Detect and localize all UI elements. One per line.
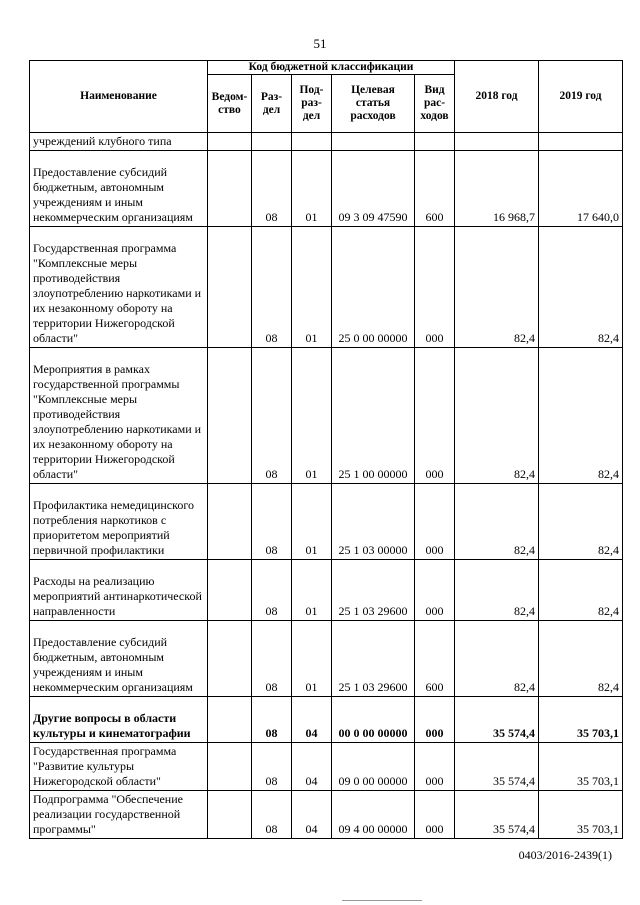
row-name-cell: учреждений клубного типа [30, 133, 208, 151]
row-celevaya-cell: 09 3 09 47590 [332, 151, 415, 227]
row-celevaya-cell: 25 0 00 00000 [332, 227, 415, 348]
row-name-cell: Другие вопросы в области культуры и кинематографии [30, 697, 208, 743]
row-podrazdel-cell: 01 [292, 348, 332, 484]
header-podrazdel: Под-раз-дел [292, 75, 332, 133]
header-classification-group: Код бюджетной классификации [208, 61, 455, 75]
row-vedomstvo-cell [208, 743, 252, 791]
row-2018-cell: 82,4 [455, 348, 539, 484]
row-name-cell: Государственная программа "Комплексные меры противодействия злоупотреблению наркотиками и их незаконному обороту на территории Нижегородской области" [30, 227, 208, 348]
row-2019-cell [539, 133, 623, 151]
row-vid-cell: 000 [415, 227, 455, 348]
row-razdel-cell: 08 [252, 484, 292, 560]
row-vid-cell: 000 [415, 743, 455, 791]
header-name: Наименование [30, 61, 208, 133]
document-code: 0403/2016-2439(1) [518, 848, 612, 862]
row-vedomstvo-cell [208, 791, 252, 839]
header-2019: 2019 год [539, 61, 623, 133]
row-vedomstvo-cell [208, 697, 252, 743]
row-celevaya-cell: 09 4 00 00000 [332, 791, 415, 839]
row-2019-cell: 82,4 [539, 621, 623, 697]
row-2018-cell: 82,4 [455, 227, 539, 348]
budget-table [29, 60, 623, 839]
header-vedomstvo: Ведом-ство [208, 75, 252, 133]
row-2019-cell: 82,4 [539, 227, 623, 348]
table-row [30, 621, 623, 697]
header-2018: 2018 год [455, 61, 539, 133]
row-podrazdel-cell: 01 [292, 227, 332, 348]
row-2019-cell: 35 703,1 [539, 791, 623, 839]
row-2019-cell: 82,4 [539, 560, 623, 621]
table-row [30, 348, 623, 484]
row-2018-cell: 82,4 [455, 621, 539, 697]
row-2019-cell: 35 703,1 [539, 743, 623, 791]
row-2018-cell: 82,4 [455, 484, 539, 560]
table-row [30, 697, 623, 743]
row-celevaya-cell: 25 1 03 29600 [332, 621, 415, 697]
row-name-cell: Профилактика немедицинского потребления наркотиков с приоритетом мероприятий первичной профилактики [30, 484, 208, 560]
row-razdel-cell: 08 [252, 348, 292, 484]
row-name-cell: Предоставление субсидий бюджетным, автономным учреждениям и иным некоммерческим организациям [30, 621, 208, 697]
row-vedomstvo-cell [208, 621, 252, 697]
row-razdel-cell: 08 [252, 743, 292, 791]
row-name-cell: Предоставление субсидий бюджетным, автономным учреждениям и иным некоммерческим организациям [30, 151, 208, 227]
row-podrazdel-cell: 01 [292, 151, 332, 227]
row-vedomstvo-cell [208, 133, 252, 151]
row-vid-cell: 000 [415, 697, 455, 743]
row-vedomstvo-cell [208, 484, 252, 560]
row-vid-cell: 600 [415, 151, 455, 227]
table-row [30, 560, 623, 621]
row-celevaya-cell: 00 0 00 00000 [332, 697, 415, 743]
row-podrazdel-cell: 01 [292, 621, 332, 697]
row-vid-cell: 000 [415, 348, 455, 484]
row-podrazdel-cell: 04 [292, 743, 332, 791]
row-vid-cell: 000 [415, 484, 455, 560]
page-number: 51 [313, 36, 327, 51]
header-vid-rashodov: Вид рас-ходов [415, 75, 455, 133]
row-vid-cell: 000 [415, 560, 455, 621]
row-podrazdel-cell: 01 [292, 560, 332, 621]
table-row [30, 791, 623, 839]
row-2018-cell: 82,4 [455, 560, 539, 621]
table-row [30, 151, 623, 227]
row-podrazdel-cell: 01 [292, 484, 332, 560]
table-row [30, 227, 623, 348]
row-razdel-cell: 08 [252, 151, 292, 227]
row-podrazdel-cell: 04 [292, 697, 332, 743]
row-2019-cell: 82,4 [539, 348, 623, 484]
row-vid-cell [415, 133, 455, 151]
header-celevaya-statya: Целевая статья расходов [332, 75, 415, 133]
row-2019-cell: 35 703,1 [539, 697, 623, 743]
row-celevaya-cell: 25 1 03 00000 [332, 484, 415, 560]
row-celevaya-cell [332, 133, 415, 151]
row-2018-cell: 35 574,4 [455, 743, 539, 791]
row-podrazdel-cell [292, 133, 332, 151]
row-vid-cell: 000 [415, 791, 455, 839]
row-2019-cell: 82,4 [539, 484, 623, 560]
row-celevaya-cell: 09 0 00 00000 [332, 743, 415, 791]
row-name-cell: Расходы на реализацию мероприятий антинаркотической направленности [30, 560, 208, 621]
row-razdel-cell: 08 [252, 697, 292, 743]
row-podrazdel-cell: 04 [292, 791, 332, 839]
row-name-cell: Государственная программа "Развитие культуры Нижегородской области" [30, 743, 208, 791]
table-row [30, 484, 623, 560]
row-vedomstvo-cell [208, 151, 252, 227]
row-razdel-cell [252, 133, 292, 151]
header-razdel: Раз-дел [252, 75, 292, 133]
row-2018-cell: 16 968,7 [455, 151, 539, 227]
row-vedomstvo-cell [208, 227, 252, 348]
row-vedomstvo-cell [208, 560, 252, 621]
row-celevaya-cell: 25 1 03 29600 [332, 560, 415, 621]
table-row [30, 743, 623, 791]
row-razdel-cell: 08 [252, 621, 292, 697]
row-razdel-cell: 08 [252, 227, 292, 348]
row-razdel-cell: 08 [252, 791, 292, 839]
row-razdel-cell: 08 [252, 560, 292, 621]
row-vid-cell: 600 [415, 621, 455, 697]
row-name-cell: Мероприятия в рамках государственной программы "Комплексные меры противодействия злоупотреблению наркотиками и их незаконному обороту на территории Нижегородской области" [30, 348, 208, 484]
row-celevaya-cell: 25 1 00 00000 [332, 348, 415, 484]
row-2018-cell: 35 574,4 [455, 791, 539, 839]
row-2019-cell: 17 640,0 [539, 151, 623, 227]
footer-divider [342, 900, 422, 901]
row-vedomstvo-cell [208, 348, 252, 484]
table-row [30, 133, 623, 151]
row-2018-cell: 35 574,4 [455, 697, 539, 743]
table-body [30, 133, 623, 839]
row-2018-cell [455, 133, 539, 151]
row-name-cell: Подпрограмма "Обеспечение реализации государственной программы" [30, 791, 208, 839]
